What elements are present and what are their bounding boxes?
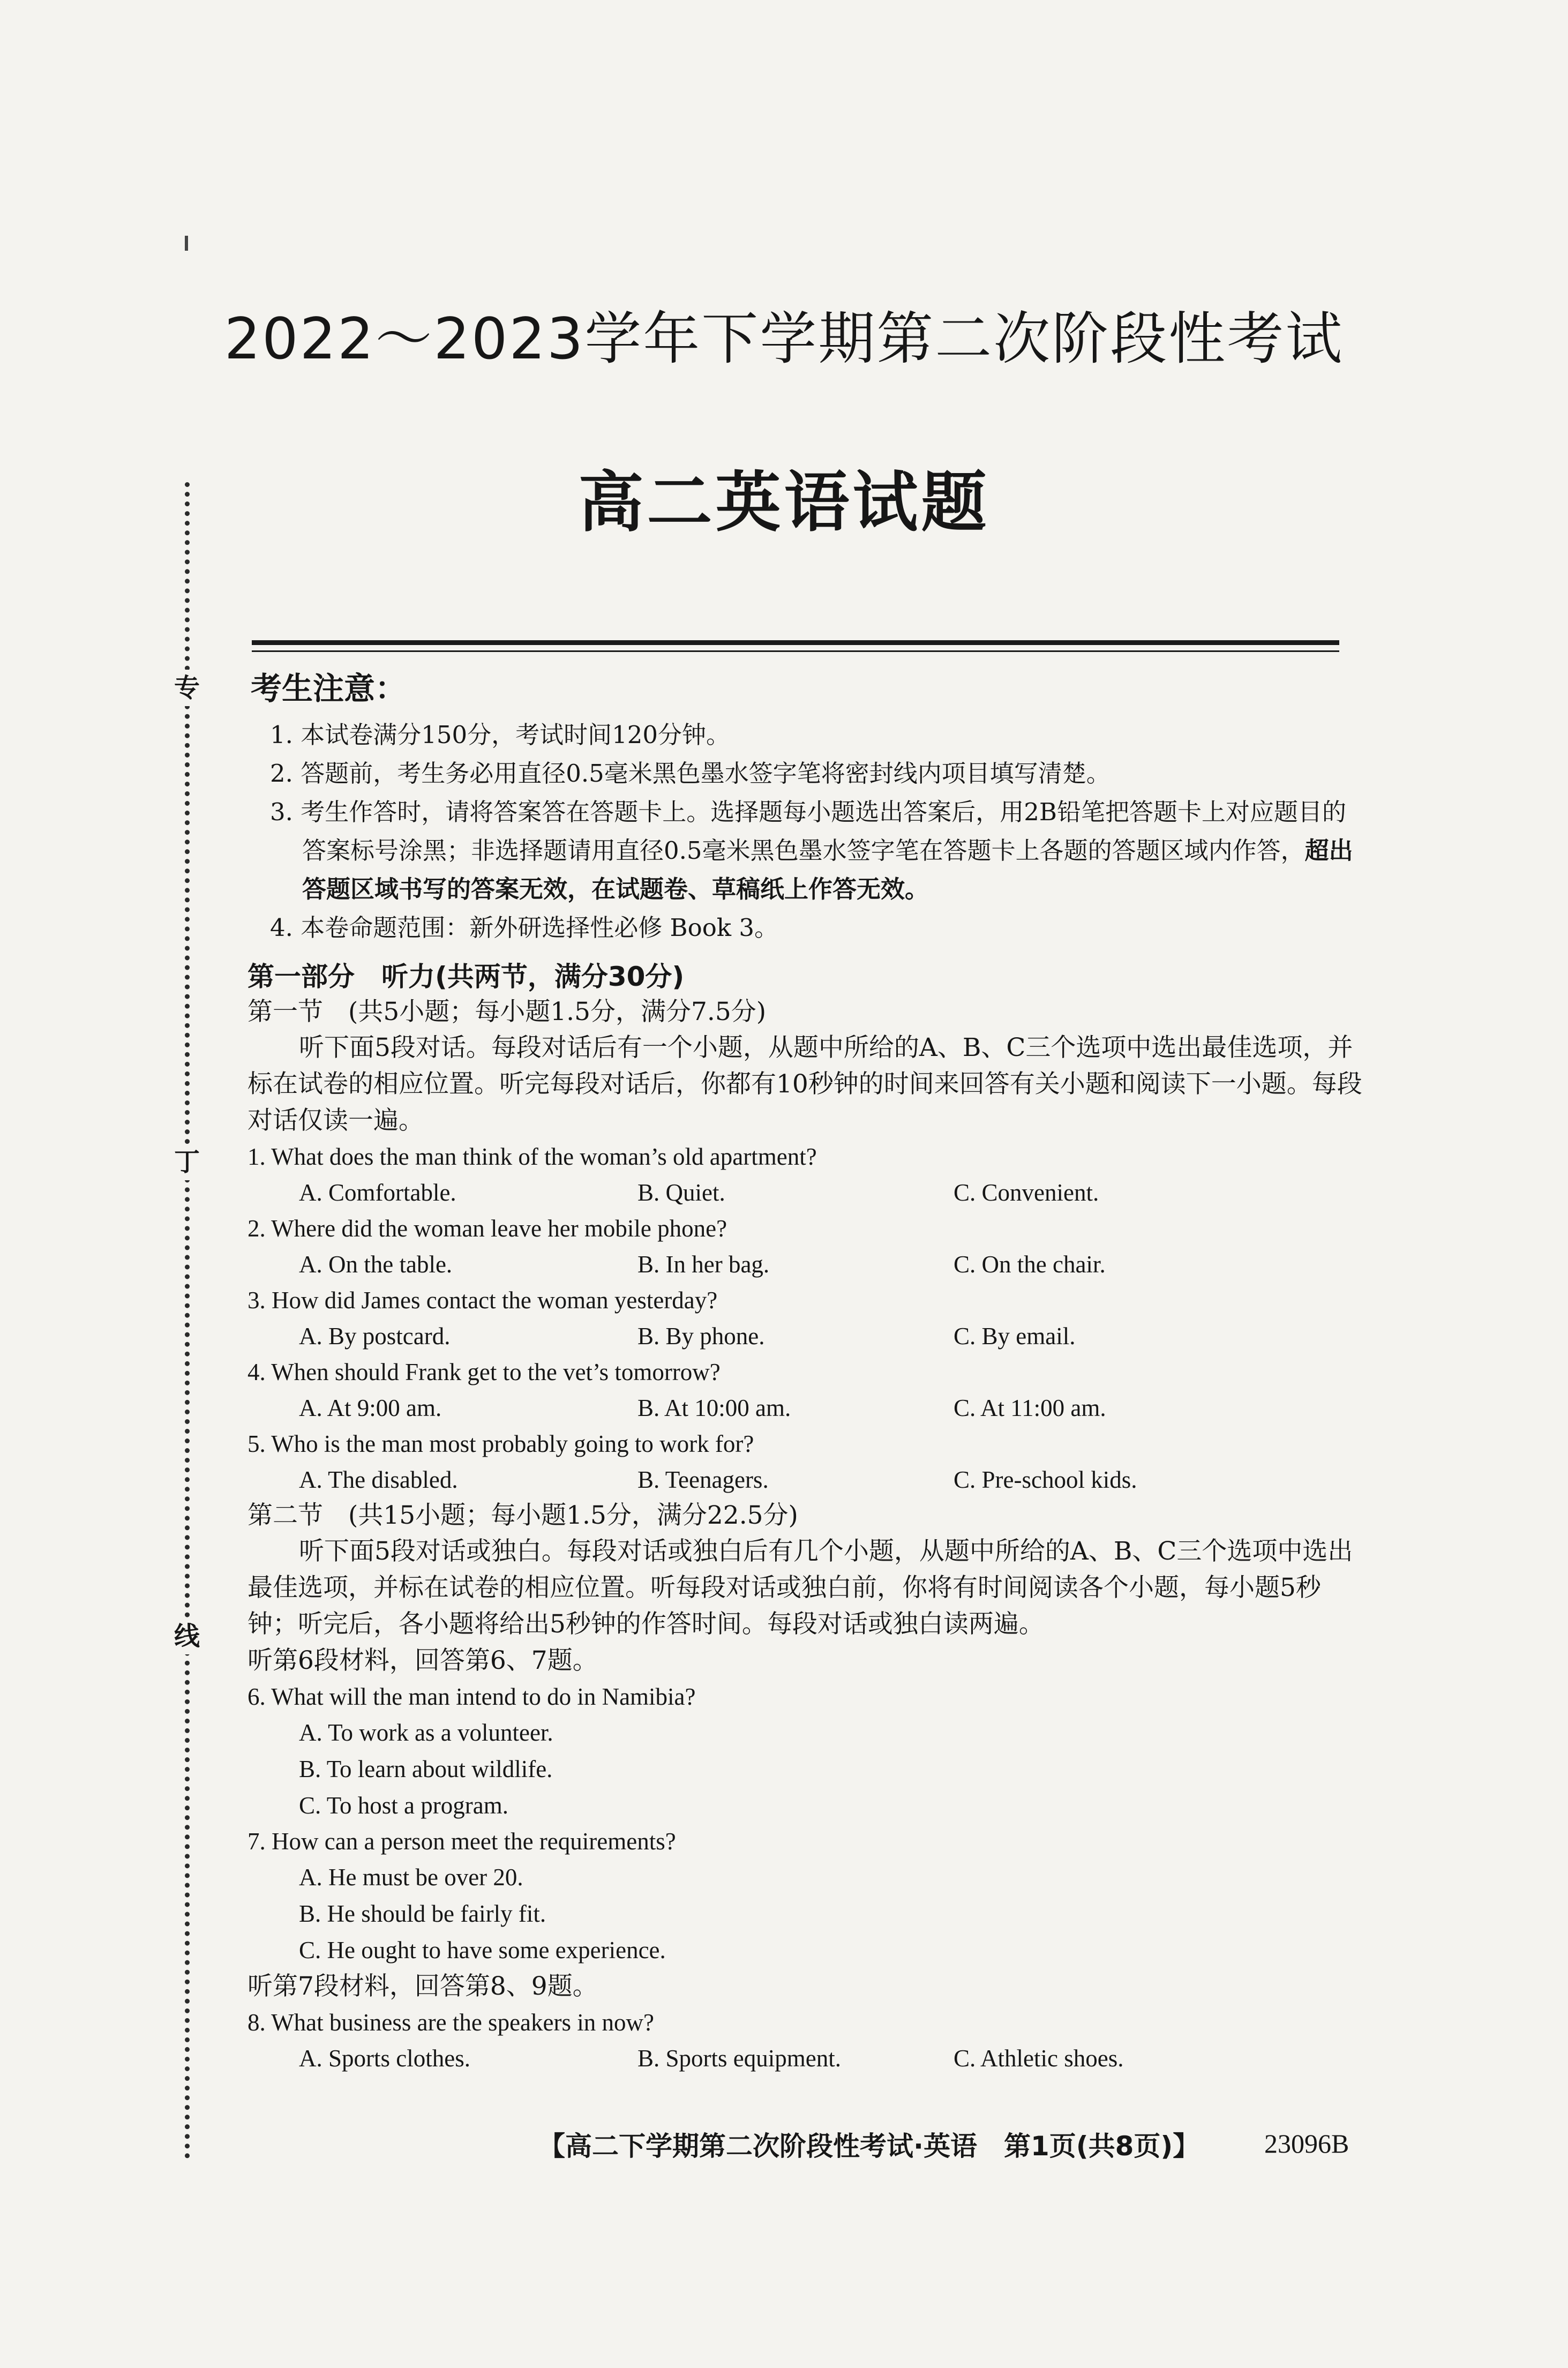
option-b: B. By phone. [637, 1323, 765, 1350]
question-1: 1. What does the man think of the woman’s old apartment? [247, 1143, 817, 1170]
question-3-options [247, 1318, 1367, 1354]
margin-char-2: 丁 [174, 1144, 200, 1180]
option-a: A. At 9:00 am. [299, 1395, 442, 1421]
question-2-options [247, 1246, 1367, 1283]
listening-section [247, 959, 1367, 2077]
divider-thick [252, 640, 1339, 645]
option-a: A. By postcard. [299, 1323, 451, 1350]
option-b: B. In her bag. [637, 1251, 770, 1278]
option-b: B. Teenagers. [637, 1466, 769, 1493]
option-c: C. At 11:00 am. [954, 1395, 1106, 1421]
option-a: A. To work as a volunteer. [299, 1719, 553, 1746]
question-5: 5. Who is the man most probably going to work for? [247, 1430, 754, 1457]
notice-heading: 考生注意： [251, 670, 407, 707]
option-a: A. He must be over 20. [299, 1864, 523, 1891]
option-a: A. The disabled. [299, 1466, 458, 1493]
margin-tick [185, 236, 188, 251]
material-7-label: 听第7段材料，回答第8、9题。 [247, 1972, 598, 2001]
question-4-options [247, 1390, 1367, 1426]
part1-heading: 第一部分 听力(共两节，满分30分) [247, 961, 685, 992]
option-b: B. He should be fairly fit. [299, 1900, 546, 1927]
page-footer: 【高二下学期第二次阶段性考试·英语 第1页(共8页)】 [538, 2131, 1200, 2162]
margin-char-3: 线 [174, 1618, 200, 1654]
question-5-options [247, 1462, 1367, 1498]
paper-code: 23096B [1264, 2129, 1349, 2159]
option-b: B. Quiet. [637, 1179, 725, 1206]
option-c: C. He ought to have some experience. [299, 1937, 666, 1964]
question-6: 6. What will the man intend to do in Namibia? [247, 1683, 696, 1710]
notice-item-3 [251, 793, 1365, 909]
option-a: A. On the table. [299, 1251, 453, 1278]
question-1-options [247, 1174, 1367, 1211]
notice-item-3-text: 3. 考生作答时，请将答案答在答题卡上。选择题每小题选出答案后，用2B铅笔把答题卡上对应题目的答案标号涂黑；非选择题请用直径0.5毫米黑色墨水签字笔在答题卡上各题的答题区域内作答， [270, 798, 1346, 865]
option-c: C. By email. [954, 1323, 1076, 1350]
option-b: B. At 10:00 am. [637, 1395, 791, 1421]
notice-item-4: 4. 本卷命题范围：新外研选择性必修 Book 3。 [270, 913, 779, 942]
option-c: C. Convenient. [954, 1179, 1099, 1206]
question-2: 2. Where did the woman leave her mobile phone? [247, 1215, 727, 1242]
question-7: 7. How can a person meet the requirements? [247, 1828, 676, 1855]
option-c: C. Pre-school kids. [954, 1466, 1137, 1493]
subject-title: 高二英语试题 [578, 464, 990, 541]
section1-instructions: 听下面5段对话。每段对话后有一个小题，从题中所给的A、B、C三个选项中选出最佳选项，并标在试卷的相应位置。听完每段对话后，你都有10秒钟的时间来回答有关小题和阅读下一小题。每段对话仅读一遍。 [247, 1033, 1362, 1135]
binding-dotted-line [185, 482, 190, 2159]
question-4: 4. When should Frank get to the vet’s tomorrow? [247, 1359, 721, 1385]
notice-item-1: 1. 本试卷满分150分，考试时间120分钟。 [270, 721, 731, 749]
option-a: A. Sports clothes. [299, 2045, 470, 2072]
exam-header-title: 2022～2023学年下学期第二次阶段性考试 [224, 306, 1344, 372]
material-6-label: 听第6段材料，回答第6、7题。 [247, 1646, 598, 1675]
notice-item-3-emphasis: 超出答题区域书写的答案无效，在试题卷、草稿纸上作答无效。 [302, 836, 1353, 903]
section2-heading: 第二节 (共15小题；每小题1.5分，满分22.5分) [247, 1501, 798, 1530]
divider-thin [252, 650, 1339, 652]
question-3: 3. How did James contact the woman yesterday? [247, 1287, 718, 1314]
option-b: B. To learn about wildlife. [299, 1756, 553, 1782]
question-8-options [247, 2040, 1367, 2077]
option-c: C. On the chair. [954, 1251, 1106, 1278]
section1-heading: 第一节 (共5小题；每小题1.5分，满分7.5分) [247, 997, 767, 1026]
notice-item-2: 2. 答题前，考生务必用直径0.5毫米黑色墨水签字笔将密封线内项目填写清楚。 [270, 759, 1111, 788]
candidate-notice [251, 663, 1365, 947]
section2-instructions: 听下面5段对话或独白。每段对话或独白后有几个小题，从题中所给的A、B、C三个选项中选出最佳选项，并标在试卷的相应位置。听每段对话或独白前，你将有时间阅读各个小题，每小题5秒钟；听完后，各小题将给出5秒钟的作答时间。每段对话或独白读两遍。 [247, 1537, 1353, 1639]
margin-char-1: 专 [174, 670, 200, 706]
option-c: C. To host a program. [299, 1792, 508, 1819]
option-b: B. Sports equipment. [637, 2045, 841, 2072]
option-a: A. Comfortable. [299, 1179, 456, 1206]
question-8: 8. What business are the speakers in now? [247, 2009, 654, 2036]
option-c: C. Athletic shoes. [954, 2045, 1124, 2072]
